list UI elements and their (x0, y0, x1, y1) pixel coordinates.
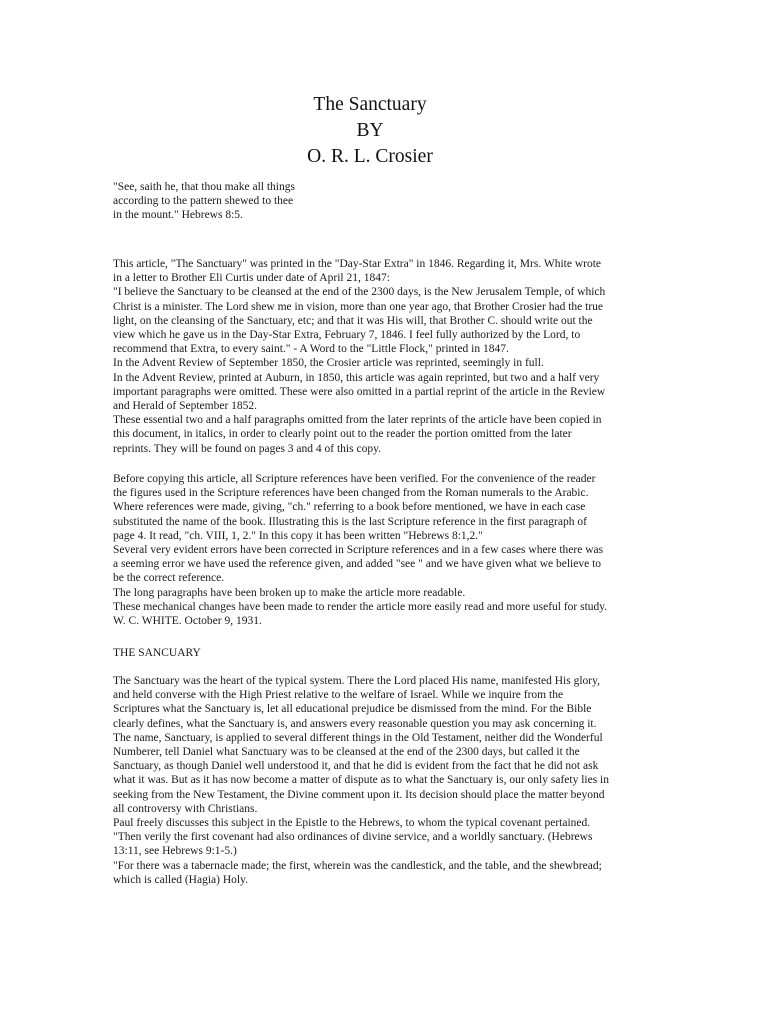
sanctuary-body-section (113, 674, 663, 887)
text-line: Where references were made, giving, "ch." referring to a book before mentioned, we have in each case (113, 501, 586, 514)
text-line: important paragraphs were omitted. These were also omitted in a partial reprint of the article in the Review (113, 385, 606, 398)
section-heading-block (113, 646, 663, 660)
text-line: reprints. They will be found on pages 3 and 4 of this copy. (113, 442, 381, 455)
text-line: according to the pattern shewed to thee (113, 195, 294, 208)
text-line: Paul freely discusses this subject in the Epistle to the Hebrews, to whom the typical covenant pertained. (113, 817, 591, 830)
editorial-note-section (113, 472, 663, 628)
text-line: Before copying this article, all Scripture references have been verified. For the convenience of the reader (113, 473, 596, 485)
signature-line: W. C. WHITE. October 9, 1931. (113, 615, 262, 628)
text-line: Several very evident errors have been corrected in Scripture references and in a few cases where there was (113, 544, 604, 557)
byline-label: BY (356, 120, 384, 141)
text-line: Sanctuary, as though Daniel well understood it, and that he did is evident from the fact that he did not ask (113, 760, 599, 773)
text-line: what it was. But as it has now become a matter of dispute as to what the Sanctuary is, our only safety lies in (113, 774, 609, 787)
epigraph-quote (113, 180, 373, 223)
text-line: 13:11, see Hebrews 9:1-5.) (113, 845, 237, 858)
text-line: in a letter to Brother Eli Curtis under date of April 21, 1847: (113, 272, 390, 285)
author-name: O. R. L. Crosier (307, 146, 433, 167)
text-line: These essential two and a half paragraphs omitted from the later reprints of the article have been copied in (113, 414, 602, 427)
text-line: The Sanctuary was the heart of the typical system. There the Lord placed His name, manifested His glory, (113, 675, 600, 687)
text-line: These mechanical changes have been made to render the article more easily read and more useful for study. (113, 600, 608, 613)
text-line: "See, saith he, that thou make all things (113, 181, 295, 193)
text-line: recommend that Extra, to every saint." - A Word to the "Little Flock," printed in 1847. (113, 343, 509, 356)
text-line: "For there was a tabernacle made; the first, wherein was the candlestick, and the table, and the shewbread; (113, 859, 602, 872)
text-line: view which he gave us in the Day-Star Extra, February 7, 1846. I feel fully authorized by the Lord, to (113, 329, 581, 342)
text-line: Numberer, tell Daniel what Sanctuary was to be cleansed at the end of the 2300 days, but called it the (113, 746, 580, 759)
text-line: substituted the name of the book. Illustrating this is the last Scripture reference in the first paragraph of (113, 515, 587, 528)
text-line: "Then verily the first covenant had also ordinances of divine service, and a worldly sanctuary. (Hebrews (113, 831, 593, 844)
text-line: a seeming error we have used the reference given, and added "see " and we have given what we believe to (113, 558, 602, 571)
section-heading: THE SANCUARY (113, 647, 201, 659)
text-line: This article, "The Sanctuary" was printed in the "Day-Star Extra" in 1846. Regarding it, Mrs. White wrote (113, 258, 602, 270)
document-title: The Sanctuary (313, 94, 427, 115)
text-line: Scriptures what the Sanctuary is, let all educational prejudice be dismissed from the mind. For the Bible (113, 703, 592, 716)
text-line: in the mount." Hebrews 8:5. (113, 209, 243, 222)
text-line: seeking from the New Testament, the Divine comment upon it. Its decision should place the matter beyond (113, 788, 605, 801)
text-line: Christ is a minister. The Lord shew me in vision, more than one year ago, that Brother Crosier had the true (113, 300, 604, 313)
text-line: be the correct reference. (113, 572, 225, 585)
text-line: this document, in italics, in order to clearly point out to the reader the portion omitted from the later (113, 428, 572, 441)
document-title-block (0, 92, 740, 170)
text-line: and Herald of September 1852. (113, 400, 258, 413)
text-line: which is called (Hagia) Holy. (113, 873, 248, 886)
text-line: In the Advent Review, printed at Auburn, in 1850, this article was again reprinted, but two and a half very (113, 371, 600, 384)
text-line: The long paragraphs have been broken up to make the article more readable. (113, 586, 466, 599)
text-line: light, on the cleansing of the Sanctuary, etc; and that it was His will, that Brother C. should write out the (113, 314, 593, 327)
text-line: all controversy with Christians. (113, 802, 258, 815)
text-line: and held converse with the High Priest relative to the welfare of Israel. While we inquire from the (113, 689, 564, 702)
text-line: page 4. It read, "ch. VIII, 1, 2." In this copy it has been written "Hebrews 8:1,2." (113, 529, 483, 542)
introduction-section (113, 257, 663, 456)
text-line: The name, Sanctuary, is applied to several different things in the Old Testament, neither did the Wonderful (113, 731, 603, 744)
text-line: In the Advent Review of September 1850, the Crosier article was reprinted, seemingly in full. (113, 357, 544, 370)
text-line: clearly defines, what the Sanctuary is, and answers every reasonable question you may ask concerning it. (113, 717, 597, 730)
text-line: "I believe the Sanctuary to be cleansed at the end of the 2300 days, is the New Jerusalem Temple, of which (113, 286, 606, 299)
text-line: the figures used in the Scripture references have been changed from the Roman numerals to the Arabic. (113, 487, 589, 500)
